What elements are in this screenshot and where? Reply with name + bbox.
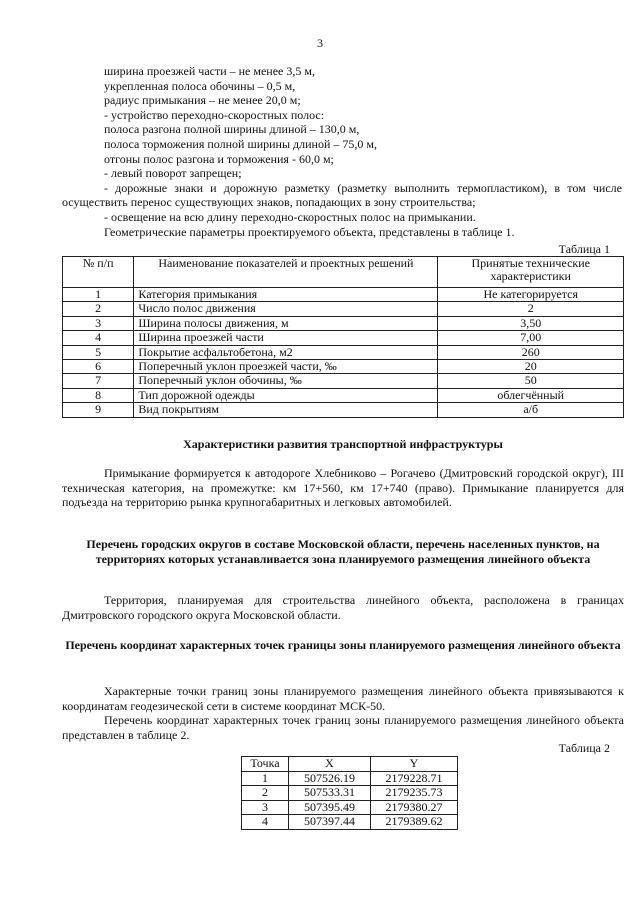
- table1-row-cell: 3: [63, 316, 134, 330]
- table1-row-cell: 9: [63, 403, 134, 417]
- section1-text: Примыкание формируется к автодороге Хлебниково – Рогачево (Дмитровский городской округ), III техническая категория, на промежутке: км 17+560, км 17+740 (право). Примыкание планируется для подъезда на территорию рынка крупногабаритных и легковых автомобилей.: [62, 466, 624, 510]
- table1-row: [63, 345, 624, 359]
- table1-row-cell: Ширина полосы движения, м: [134, 316, 438, 330]
- table2-row-cell: 3: [242, 800, 289, 815]
- table1-row-cell: 2: [63, 302, 134, 316]
- table1-caption: Таблица 1: [558, 242, 610, 256]
- table1-row-cell: 4: [63, 331, 134, 345]
- table2-row-cell: 2: [242, 786, 289, 801]
- table1-row: [63, 360, 624, 374]
- list-item: - освещение на всю длину переходно-скоростных полос на примыкании.: [104, 209, 476, 224]
- table2-row: [242, 815, 458, 830]
- table1-body: [63, 288, 624, 418]
- table2-body: [242, 771, 458, 829]
- table1-row-cell: Категория примыкания: [134, 288, 438, 302]
- list-item: отгоны полос разгона и торможения - 60,0 м;: [104, 151, 334, 166]
- table1-row-cell: 260: [438, 345, 624, 359]
- section2-text: Территория, планируемая для строительства линейного объекта, расположена в границах Дмитровского городского округа Московской области.: [62, 593, 624, 622]
- table2-row-cell: 2179389.62: [371, 815, 458, 830]
- list-item: Геометрические параметры проектируемого объекта, представлены в таблице 1.: [104, 224, 515, 239]
- requirements-list: [62, 64, 622, 239]
- table1-row-cell: а/б: [438, 403, 624, 417]
- table1-row-cell: 3,50: [438, 316, 624, 330]
- table1-row-cell: 20: [438, 360, 624, 374]
- section1-heading: Характеристики развития транспортной инфраструктуры: [183, 437, 503, 451]
- table2-header-point: Точка: [242, 757, 289, 772]
- table2: [241, 756, 458, 830]
- table1-row-cell: Поперечный уклон проезжей части, ‰: [134, 360, 438, 374]
- table1-row: [63, 374, 624, 388]
- section2-heading: Перечень городских округов в составе Московской области, перечень населенных пунктов, на территориях которых устанавливается зона планируемого размещения линейного объекта: [86, 537, 600, 566]
- list-item: ширина проезжей части – не менее 3,5 м,: [104, 64, 315, 78]
- list-item: полоса торможения полной ширины длиной – 75,0 м,: [104, 136, 377, 151]
- table2-row-cell: 1: [242, 771, 289, 786]
- table1-row: [63, 388, 624, 402]
- table2-caption: Таблица 2: [558, 741, 610, 755]
- table1-row-cell: 2: [438, 302, 624, 316]
- table1: [62, 256, 624, 418]
- table1-row-cell: 5: [63, 345, 134, 359]
- table1-row-cell: 8: [63, 388, 134, 402]
- list-item: - устройство переходно-скоростных полос:: [104, 107, 325, 122]
- table1-row-cell: 6: [63, 360, 134, 374]
- table1-header-value: Принятые технические характеристики: [438, 257, 624, 288]
- table2-header-x: X: [289, 757, 371, 772]
- table1-row: [63, 403, 624, 417]
- table2-header-y: Y: [371, 757, 458, 772]
- table1-row: [63, 331, 624, 345]
- table2-row-cell: 507533.31: [289, 786, 371, 801]
- table2-row-cell: 2179380.27: [371, 800, 458, 815]
- table2-row: [242, 800, 458, 815]
- table1-row-cell: 7,00: [438, 331, 624, 345]
- table1-row-cell: Вид покрытиям: [134, 403, 438, 417]
- table2-row-cell: 2179235.73: [371, 786, 458, 801]
- list-item: радиус примыкания – не менее 20,0 м;: [104, 93, 301, 108]
- list-item: укрепленная полоса обочины – 0,5 м,: [104, 78, 296, 93]
- table2-row-cell: 2179228.71: [371, 771, 458, 786]
- table1-row-cell: Число полос движения: [134, 302, 438, 316]
- table2-row-cell: 507526.19: [289, 771, 371, 786]
- page-number: 3: [317, 36, 323, 50]
- list-item: - дорожные знаки и дорожную разметку (разметку выполнить термопластиком), в том числе осуществить перенос существующих знаков, попадающих в зону строительства;: [62, 180, 622, 210]
- list-item: полоса разгона полной ширины длиной – 130,0 м,: [104, 122, 360, 137]
- list-item: - левый поворот запрещен;: [104, 166, 242, 181]
- table2-row: [242, 786, 458, 801]
- table1-header-name: Наименование показателей и проектных решений: [134, 257, 438, 288]
- table1-row-cell: Ширина проезжей части: [134, 331, 438, 345]
- table1-row: [63, 288, 624, 302]
- table1-row-cell: Поперечный уклон обочины, ‰: [134, 374, 438, 388]
- table1-row-cell: 1: [63, 288, 134, 302]
- table1-row: [63, 316, 624, 330]
- table1-row-cell: Тип дорожной одежды: [134, 388, 438, 402]
- table2-row-cell: 507397.44: [289, 815, 371, 830]
- table1-header-num: № п/п: [63, 257, 134, 288]
- section3-text1: Характерные точки границ зоны планируемого размещения линейного объекта привязываются к координатам геодезической сети в системе координат МСК-50.: [62, 684, 624, 713]
- table1-row: [63, 302, 624, 316]
- section3-heading: Перечень координат характерных точек границы зоны планируемого размещения линейного объекта: [65, 638, 621, 652]
- table1-row-cell: 50: [438, 374, 624, 388]
- table2-row-cell: 507395.49: [289, 800, 371, 815]
- table1-row-cell: Покрытие асфальтобетона, м2: [134, 345, 438, 359]
- table2-row-cell: 4: [242, 815, 289, 830]
- table1-row-cell: 7: [63, 374, 134, 388]
- section3-text2: Перечень координат характерных точек границ зоны планируемого размещения линейного объекта представлен в таблице 2.: [62, 713, 624, 742]
- table2-row: [242, 771, 458, 786]
- table1-row-cell: облегчённый: [438, 388, 624, 402]
- table1-row-cell: Не категорируется: [438, 288, 624, 302]
